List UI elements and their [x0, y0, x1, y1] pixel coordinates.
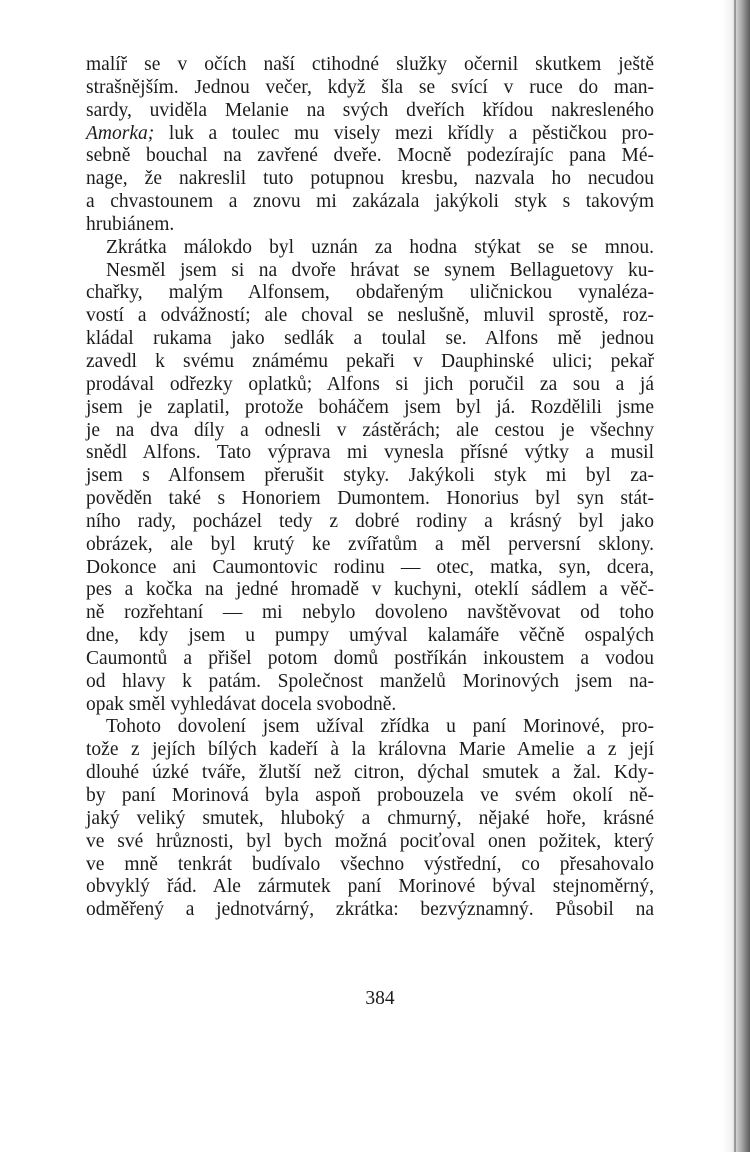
text-line: snědl Alfons. Tato výprava mi vynesla přísné výtky a musil [86, 442, 654, 464]
text-line: zavedl k svému známému pekaři v Dauphinské ulici; pekař [86, 350, 654, 372]
text-line: Nesměl jsem si na dvoře hrávat se synem Bellaguetovy ku- [106, 259, 654, 281]
text-line: by paní Morinová byla aspoň probouzela ve svém okolí ně- [86, 785, 654, 806]
text-line: ního rady, pocházel tedy z dobré rodiny a krásný byl jako [86, 510, 654, 532]
text-line: Zkrátka málokdo byl uznán za hodna stýkat se se mnou. [106, 236, 654, 258]
text-line [86, 123, 654, 146]
text-line: od hlavy k patám. Společnost manželů Morinových jsem na- [86, 670, 654, 692]
text-line: jaký veliký smutek, hluboký a chmurný, nějaké hoře, krásné [86, 807, 654, 829]
text-line: pes a kočka na jedné hromadě v kuchyni, oteklí sádlem a věč- [86, 579, 654, 601]
text-line: jsem je zaplatil, protože boháčem jsem byl já. Rozdělili jsme [86, 396, 654, 418]
page-edge-shadow [722, 0, 750, 1152]
text-line: sardy, uviděla Melanie na svých dveřích křídou nakresleného [86, 99, 654, 121]
text-line: Tohoto dovolení jsem užíval zřídka u paní Morinové, pro- [106, 716, 654, 738]
text-line: obvyklý řád. Ale zármutek paní Morinové býval stejnoměrný, [86, 876, 654, 898]
text-line: chařky, malým Alfonsem, obdařeným uličnickou vynaléza- [86, 282, 654, 304]
text-line: strašnějším. Jednou večer, když šla se svící v ruce do man- [86, 76, 654, 98]
text-line: hrubiánem. [86, 213, 175, 235]
page-number: 384 [365, 988, 395, 1009]
text-line: ně rozřehtaní — mi nebylo dovoleno navštěvovat od toho [86, 602, 654, 624]
text-line: tože z jejích bílých kadeří à la královna Marie Amelie a z její [86, 739, 654, 761]
italic-word: Amorka; [86, 122, 155, 144]
body-text [86, 54, 654, 922]
text-line: ve své hrůznosti, byl bych možná pociťoval onen požitek, který [86, 830, 654, 852]
text-line: dlouhé úzké tváře, žlutší než citron, dýchal smutek a žal. Kdy- [86, 762, 654, 784]
text-line: nage, že nakreslil tuto potupnou kresbu, nazvala ho necudou [86, 168, 654, 190]
text-line: jsem s Alfonsem přerušit styky. Jakýkoli styk mi byl za- [86, 465, 654, 487]
text-line-rest: luk a toulec mu visely mezi křídly a pěstičkou pro- [154, 122, 654, 144]
text-line: vostí a odvážností; ale choval se neslušně, mluvil sprostě, roz- [86, 305, 654, 327]
text-line: ve mně tenkrát budívalo všechno výstřední, co přesahovalo [86, 853, 654, 875]
text-line: sebně bouchal na zavřené dveře. Mocně podezírajíc pana Mé- [86, 145, 654, 167]
text-line: pověděn také s Honoriem Dumontem. Honorius byl syn stát- [86, 488, 654, 510]
text-line: prodával odřezky oplatků; Alfons si jich poručil za sou a já [86, 373, 654, 395]
text-line: a chvastounem a znovu mi zakázala jakýkoli styk s takovým [86, 191, 654, 213]
text-line: dne, kdy jsem u pumpy umýval kalamáře věčně ospalých [86, 625, 654, 647]
text-line: Caumontů a přišel potom domů postříkán inkoustem a vodou [86, 647, 654, 669]
text-line: Dokonce ani Caumontovic rodinu — otec, matka, syn, dcera, [86, 556, 654, 578]
text-line: malíř se v očích naší ctihodné služky očernil skutkem ještě [86, 54, 654, 75]
text-line: obrázek, ale byl krutý ke zvířatům a měl perversní sklony. [86, 533, 654, 555]
page-edge-line [734, 0, 736, 1152]
text-line: opak směl vyhledávat docela svobodně. [86, 693, 397, 715]
text-line: odměřený a jednotvárný, zkrátka: bezvýznamný. Působil na [86, 899, 654, 921]
text-line: kládal rukama jako sedlák a toulal se. Alfons mě jednou [86, 328, 654, 350]
text-line: je na dva díly a odnesli v zástěrách; ale cestou je všechny [86, 419, 654, 441]
